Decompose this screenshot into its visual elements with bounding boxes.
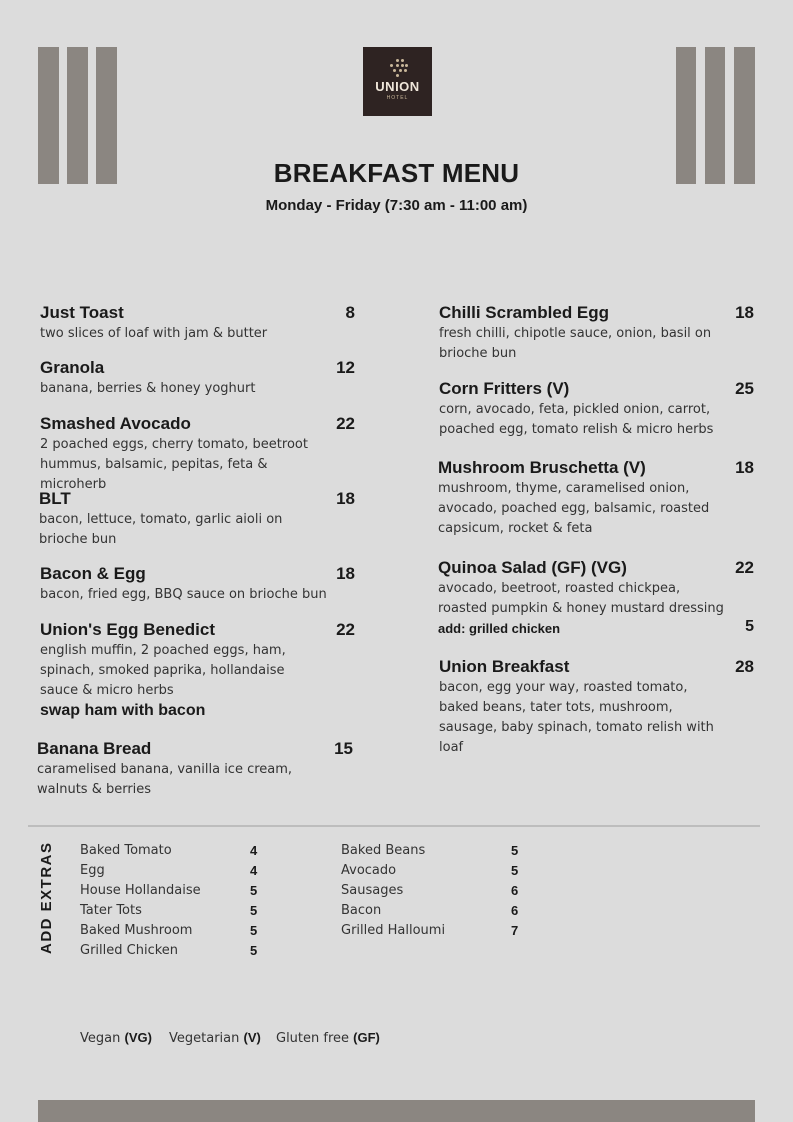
extra-item-price: 5: [250, 923, 258, 938]
extra-item-price: 4: [250, 863, 258, 878]
logo-dot-mark-icon: [390, 59, 408, 77]
menu-item-corn-fritters: [439, 378, 754, 440]
union-hotel-logo: [363, 47, 432, 116]
extra-item-price: 5: [250, 883, 258, 898]
extra-item-price: 5: [250, 943, 258, 958]
item-price: 28: [735, 657, 754, 676]
item-price: 18: [735, 458, 754, 477]
item-description: mushroom, thyme, caramelised onion, avocado, poached egg, balsamic, roasted capsicum, rocket & feta: [438, 481, 710, 536]
item-name: Union Breakfast: [439, 657, 570, 676]
item-option: swap ham with bacon: [40, 702, 206, 719]
item-description: english muffin, 2 poached eggs, ham, spinach, smoked paprika, hollandaise sauce & micro herbs: [40, 643, 286, 698]
item-addon: add: grilled chicken: [438, 621, 561, 636]
item-name: Corn Fritters (V): [439, 379, 570, 398]
extra-item-name: Tater Tots: [80, 903, 142, 918]
item-price: 18: [336, 489, 355, 508]
item-price: 22: [336, 620, 355, 639]
extra-item-price: 5: [250, 903, 258, 918]
item-price: 18: [735, 303, 754, 322]
item-name: Chilli Scrambled Egg: [439, 303, 610, 322]
item-description: avocado, beetroot, roasted chickpea, roasted pumpkin & honey mustard dressing: [438, 581, 724, 616]
item-description: two slices of loaf with jam & butter: [40, 326, 268, 341]
extra-item-price: 7: [511, 923, 519, 938]
menu-item-bacon-egg: [40, 563, 355, 605]
menu-item-smashed-avocado: [40, 413, 355, 495]
item-name: Granola: [40, 358, 105, 377]
item-description: banana, berries & honey yoghurt: [40, 381, 256, 396]
legend-word: Vegan: [80, 1031, 121, 1046]
menu-item-granola: [40, 357, 355, 399]
menu-item-just-toast: [40, 302, 355, 344]
item-description: bacon, lettuce, tomato, garlic aioli on brioche bun: [39, 512, 283, 547]
menu-item-quinoa-salad: [438, 557, 754, 639]
menu-item-blt: [39, 488, 355, 550]
menu-title: BREAKFAST MENU: [273, 158, 520, 188]
item-name: Banana Bread: [37, 739, 152, 758]
item-description: fresh chilli, chipotle sauce, onion, basil on brioche bun: [439, 326, 712, 361]
extra-item-price: 6: [511, 903, 519, 918]
item-price: 8: [345, 303, 355, 322]
item-price: 15: [334, 739, 353, 758]
extra-item-name: House Hollandaise: [80, 883, 201, 898]
section-divider: [28, 825, 760, 827]
item-name: Smashed Avocado: [40, 414, 191, 433]
item-price: 12: [336, 358, 355, 377]
item-description: bacon, fried egg, BBQ sauce on brioche bun: [40, 587, 327, 602]
item-name: Quinoa Salad (GF) (VG): [438, 558, 627, 577]
menu-item-union-breakfast: [439, 656, 754, 758]
legend-word: Vegetarian: [169, 1031, 240, 1046]
item-addon-price: 5: [745, 618, 754, 635]
add-extras-label: ADD EXTRAS: [38, 841, 55, 954]
extra-item-price: 5: [511, 843, 519, 858]
menu-item-banana-bread: [37, 738, 353, 800]
item-price: 22: [735, 558, 754, 577]
extra-item-name: Baked Tomato: [80, 843, 172, 858]
extra-item-name: Baked Beans: [341, 843, 426, 858]
item-description: 2 poached eggs, cherry tomato, beetroot hummus, balsamic, pepitas, feta & microherb: [40, 437, 308, 492]
logo-wordmark: UNION: [375, 79, 420, 94]
menu-item-egg-benedict: [40, 619, 355, 721]
extra-item-name: Avocado: [341, 863, 397, 878]
extra-item-name: Egg: [80, 863, 105, 878]
footer-bar: [38, 1100, 755, 1122]
extra-item-price: 4: [250, 843, 258, 858]
menu-hours: Monday - Friday (7:30 am - 11:00 am): [265, 197, 528, 214]
extra-item-name: Sausages: [341, 883, 404, 898]
legend-code: (GF): [353, 1030, 380, 1045]
extra-item-name: Bacon: [341, 903, 382, 918]
item-description: corn, avocado, feta, pickled onion, carrot, poached egg, tomato relish & micro herbs: [439, 402, 714, 437]
legend-gluten-free: [276, 1029, 380, 1048]
legend-code: (V): [243, 1030, 261, 1045]
legend-vegan: [80, 1029, 152, 1048]
legend-vegetarian: [169, 1029, 261, 1048]
item-name: Bacon & Egg: [40, 564, 146, 583]
item-name: BLT: [39, 489, 71, 508]
item-name: Mushroom Bruschetta (V): [438, 458, 646, 477]
extra-item-price: 6: [511, 883, 519, 898]
item-description: caramelised banana, vanilla ice cream, walnuts & berries: [37, 762, 293, 797]
item-price: 18: [336, 564, 355, 583]
item-name: Just Toast: [40, 303, 124, 322]
item-name: Union's Egg Benedict: [40, 620, 215, 639]
logo-subtitle: HOTEL: [386, 95, 409, 101]
extra-item-name: Baked Mushroom: [80, 923, 193, 938]
item-price: 22: [336, 414, 355, 433]
legend-word: Gluten free: [276, 1031, 350, 1046]
extra-item-name: Grilled Halloumi: [341, 923, 446, 938]
extra-item-price: 5: [511, 863, 519, 878]
item-price: 25: [735, 379, 754, 398]
extra-item-name: Grilled Chicken: [80, 943, 179, 958]
legend-code: (VG): [124, 1030, 152, 1045]
menu-item-mushroom-bruschetta: [438, 457, 754, 539]
item-description: bacon, egg your way, roasted tomato, baked beans, tater tots, mushroom, sausage, baby spinach, tomato relish with loaf: [439, 680, 714, 755]
menu-item-chilli-scrambled-egg: [439, 302, 754, 364]
